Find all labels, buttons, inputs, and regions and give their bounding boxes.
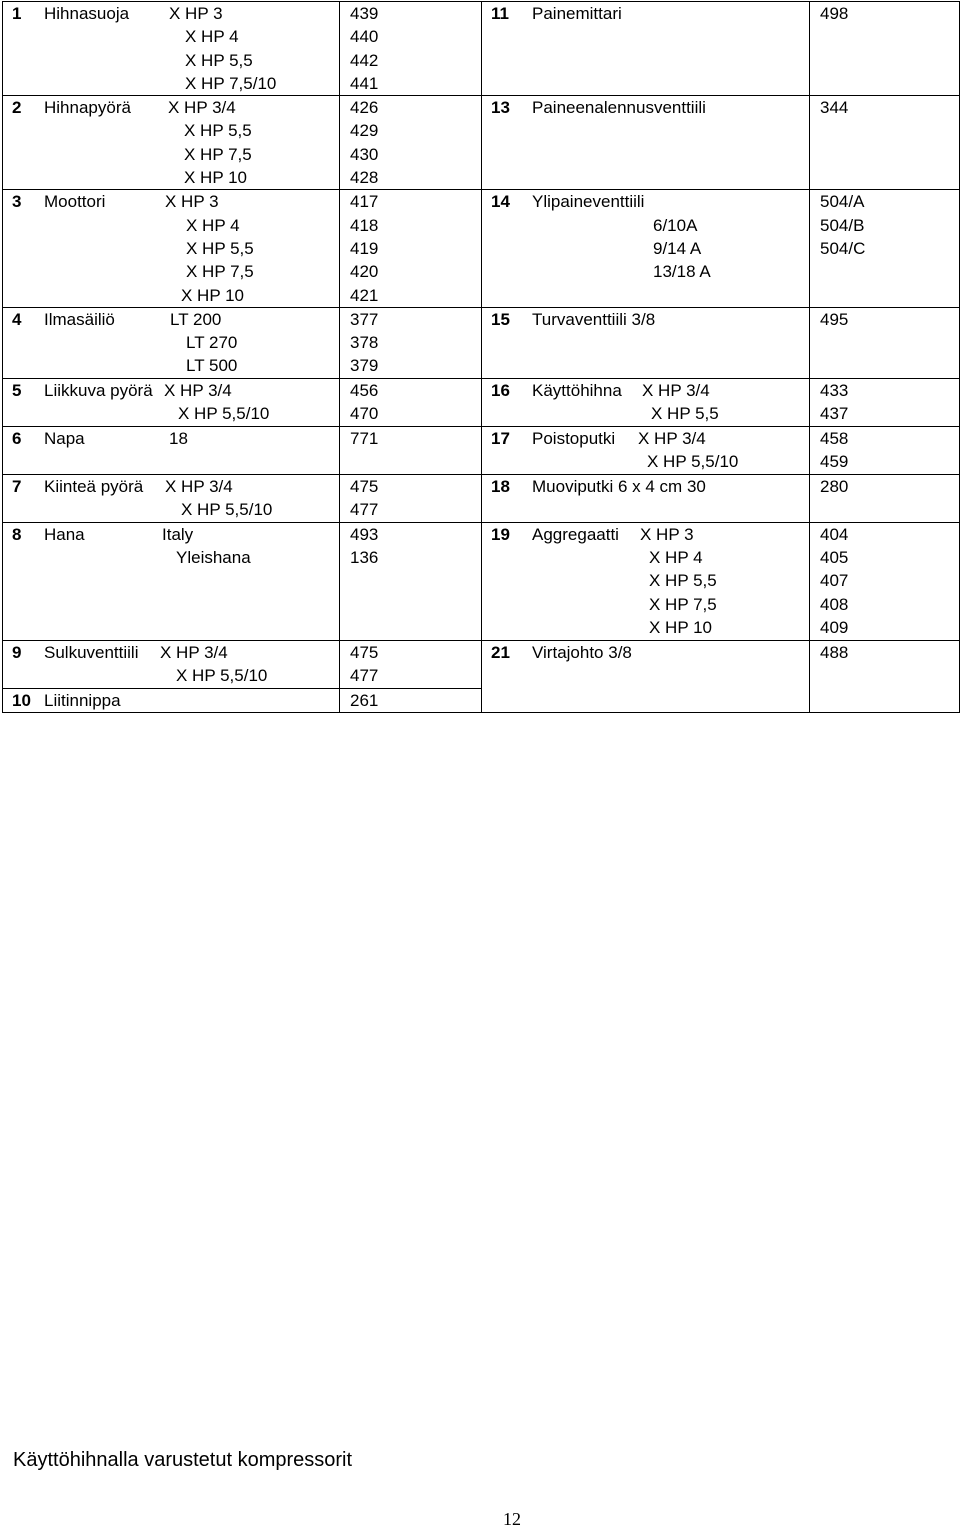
item-name: Liitinnippa (44, 690, 121, 710)
item-variant: X HP 7,5 (649, 594, 717, 614)
right-code-cell (810, 640, 960, 712)
right-code-cell (810, 2, 960, 96)
item-variant: LT 200 (170, 309, 222, 329)
item-variant: X HP 3/4 (638, 428, 706, 448)
item-variant: X HP 5,5/10 (176, 666, 268, 686)
item-number: 4 (12, 309, 22, 329)
right-code-cell (810, 474, 960, 522)
right-item-cell (482, 640, 810, 712)
part-code: 261 (350, 690, 379, 710)
item-number: 5 (12, 380, 22, 400)
part-code: 420 (350, 262, 379, 282)
part-code: 437 (820, 404, 849, 424)
part-code: 488 (820, 642, 849, 662)
part-code: 430 (350, 144, 379, 164)
left-item-cell (3, 190, 340, 307)
item-name: Hana (44, 524, 85, 544)
item-variant: X HP 7,5/10 (185, 73, 277, 93)
part-code: 417 (350, 192, 379, 212)
part-code: 470 (350, 404, 379, 424)
item-variant: 13/18 A (653, 262, 711, 282)
item-variant: X HP 3 (165, 192, 219, 212)
item-number: 10 (12, 690, 31, 710)
item-variant: X HP 3/4 (642, 380, 710, 400)
item-variant: X HP 5,5 (186, 238, 254, 258)
item-variant: X HP 5,5/10 (181, 500, 273, 520)
item-name: Hihnapyörä (44, 98, 131, 118)
table-row (3, 474, 960, 522)
table-row (3, 307, 960, 378)
left-code-cell (340, 2, 482, 96)
item-variant: X HP 10 (181, 285, 245, 305)
item-number: 18 (491, 476, 510, 496)
item-variant: X HP 4 (649, 548, 703, 568)
part-code: 477 (350, 500, 379, 520)
item-variant: X HP 3 (169, 4, 223, 23)
right-code-cell (810, 190, 960, 307)
part-code: 407 (820, 571, 849, 591)
left-code-cell (340, 426, 482, 474)
item-name: Ylipaineventtiili (532, 192, 645, 212)
item-variant: X HP 3 (640, 524, 694, 544)
right-item-cell (482, 307, 810, 378)
item-variant: Yleishana (176, 548, 251, 568)
left-item-cell (3, 522, 340, 640)
item-name: Kiinteä pyörä (44, 476, 144, 496)
left-code-cell (340, 688, 482, 712)
item-variant: X HP 10 (649, 618, 713, 638)
part-code: 456 (350, 380, 379, 400)
part-code: 498 (820, 4, 849, 23)
item-variant: X HP 7,5 (184, 144, 252, 164)
item-variant: X HP 3/4 (160, 642, 228, 662)
part-code: 440 (350, 27, 379, 47)
item-number: 14 (491, 192, 510, 212)
item-variant: LT 270 (186, 333, 238, 353)
item-number: 21 (491, 642, 510, 662)
left-code-cell (340, 307, 482, 378)
part-code: 439 (350, 4, 379, 23)
right-code-cell (810, 522, 960, 640)
left-code-cell (340, 378, 482, 426)
item-number: 3 (12, 192, 22, 212)
part-code: 771 (350, 428, 379, 448)
right-item-cell (482, 96, 810, 190)
part-code: 409 (820, 618, 849, 638)
item-number: 15 (491, 309, 510, 329)
left-code-cell (340, 522, 482, 640)
part-code: 504/A (820, 192, 865, 212)
part-code: 419 (350, 238, 379, 258)
table-row (3, 426, 960, 474)
item-variant: X HP 5,5 (185, 50, 253, 70)
right-item-cell (482, 522, 810, 640)
parts-table (2, 1, 960, 713)
item-number: 13 (491, 98, 510, 118)
right-code-cell (810, 96, 960, 190)
part-code: 442 (350, 50, 379, 70)
item-variant: LT 500 (186, 356, 238, 376)
item-number: 9 (12, 642, 22, 662)
item-name: Muoviputki 6 x 4 cm 30 (532, 476, 706, 496)
table-row (3, 190, 960, 307)
table-row (3, 96, 960, 190)
item-variant: 9/14 A (653, 238, 702, 258)
part-code: 421 (350, 285, 379, 305)
item-name: Käyttöhihna (532, 380, 622, 400)
item-variant: X HP 3/4 (164, 380, 232, 400)
right-item-cell (482, 378, 810, 426)
left-item-cell (3, 688, 340, 712)
left-code-cell (340, 640, 482, 688)
item-variant: X HP 5,5 (651, 404, 719, 424)
item-variant: X HP 5,5/10 (178, 404, 270, 424)
left-item-cell (3, 2, 340, 96)
item-variant: X HP 4 (186, 215, 240, 235)
item-number: 17 (491, 428, 510, 448)
part-code: 404 (820, 524, 849, 544)
page-number: 12 (503, 1509, 521, 1529)
part-code: 379 (350, 356, 379, 376)
part-code: 433 (820, 380, 849, 400)
item-name: Ilmasäiliö (44, 309, 115, 329)
item-name: Napa (44, 428, 85, 448)
left-item-cell (3, 378, 340, 426)
right-item-cell (482, 2, 810, 96)
item-number: 19 (491, 524, 510, 544)
item-variant: X HP 3/4 (165, 476, 233, 496)
part-code: 504/C (820, 238, 866, 258)
part-code: 477 (350, 666, 379, 686)
item-number: 8 (12, 524, 22, 544)
item-variant: X HP 4 (185, 27, 239, 47)
table-row (3, 2, 960, 96)
part-code: 495 (820, 309, 849, 329)
part-code: 377 (350, 309, 379, 329)
part-code: 418 (350, 215, 379, 235)
table-row (3, 522, 960, 640)
part-code: 344 (820, 98, 849, 118)
item-number: 2 (12, 98, 22, 118)
part-code: 408 (820, 594, 849, 614)
item-name: Turvaventtiili 3/8 (532, 309, 656, 329)
item-name: Liikkuva pyörä (44, 380, 153, 400)
part-code: 280 (820, 476, 849, 496)
left-code-cell (340, 474, 482, 522)
right-item-cell (482, 190, 810, 307)
item-variant: Italy (162, 524, 194, 544)
left-item-cell (3, 96, 340, 190)
left-code-cell (340, 190, 482, 307)
item-name: Paineenalennusventtiili (532, 98, 706, 118)
item-variant: X HP 5,5/10 (647, 452, 739, 472)
table-row (3, 378, 960, 426)
item-variant: X HP 10 (184, 168, 248, 188)
item-number: 16 (491, 380, 510, 400)
table-row (3, 640, 960, 688)
right-code-cell (810, 378, 960, 426)
caption: Käyttöhihnalla varustetut kompressorit (13, 1449, 353, 1471)
item-number: 7 (12, 476, 22, 496)
item-name: Moottori (44, 192, 106, 212)
item-number: 6 (12, 428, 22, 448)
item-variant: 6/10A (653, 215, 698, 235)
part-code: 405 (820, 548, 849, 568)
item-name: Painemittari (532, 4, 622, 23)
part-code: 475 (350, 476, 379, 496)
right-code-cell (810, 307, 960, 378)
item-number: 11 (491, 4, 509, 23)
left-item-cell (3, 640, 340, 688)
item-name: Aggregaatti (532, 524, 619, 544)
item-variant: X HP 5,5 (184, 121, 252, 141)
item-variant: X HP 5,5 (649, 571, 717, 591)
part-code: 429 (350, 121, 379, 141)
item-name: Virtajohto 3/8 (532, 642, 632, 662)
left-item-cell (3, 474, 340, 522)
part-code: 475 (350, 642, 379, 662)
item-number: 1 (12, 4, 22, 23)
left-item-cell (3, 307, 340, 378)
item-variant: X HP 3/4 (168, 98, 236, 118)
part-code: 459 (820, 452, 849, 472)
part-code: 378 (350, 333, 379, 353)
part-code: 428 (350, 168, 379, 188)
item-name: Poistoputki (532, 428, 616, 448)
part-code: 136 (350, 548, 379, 568)
part-code: 441 (350, 73, 379, 93)
item-name: Hihnasuoja (44, 4, 130, 23)
item-variant: 18 (169, 428, 188, 448)
part-code: 458 (820, 428, 849, 448)
item-variant: X HP 7,5 (186, 262, 254, 282)
right-item-cell (482, 426, 810, 474)
part-code: 426 (350, 98, 379, 118)
part-code: 493 (350, 524, 379, 544)
item-name: Sulkuventtiili (44, 642, 139, 662)
right-item-cell (482, 474, 810, 522)
left-item-cell (3, 426, 340, 474)
left-code-cell (340, 96, 482, 190)
right-code-cell (810, 426, 960, 474)
part-code: 504/B (820, 215, 865, 235)
